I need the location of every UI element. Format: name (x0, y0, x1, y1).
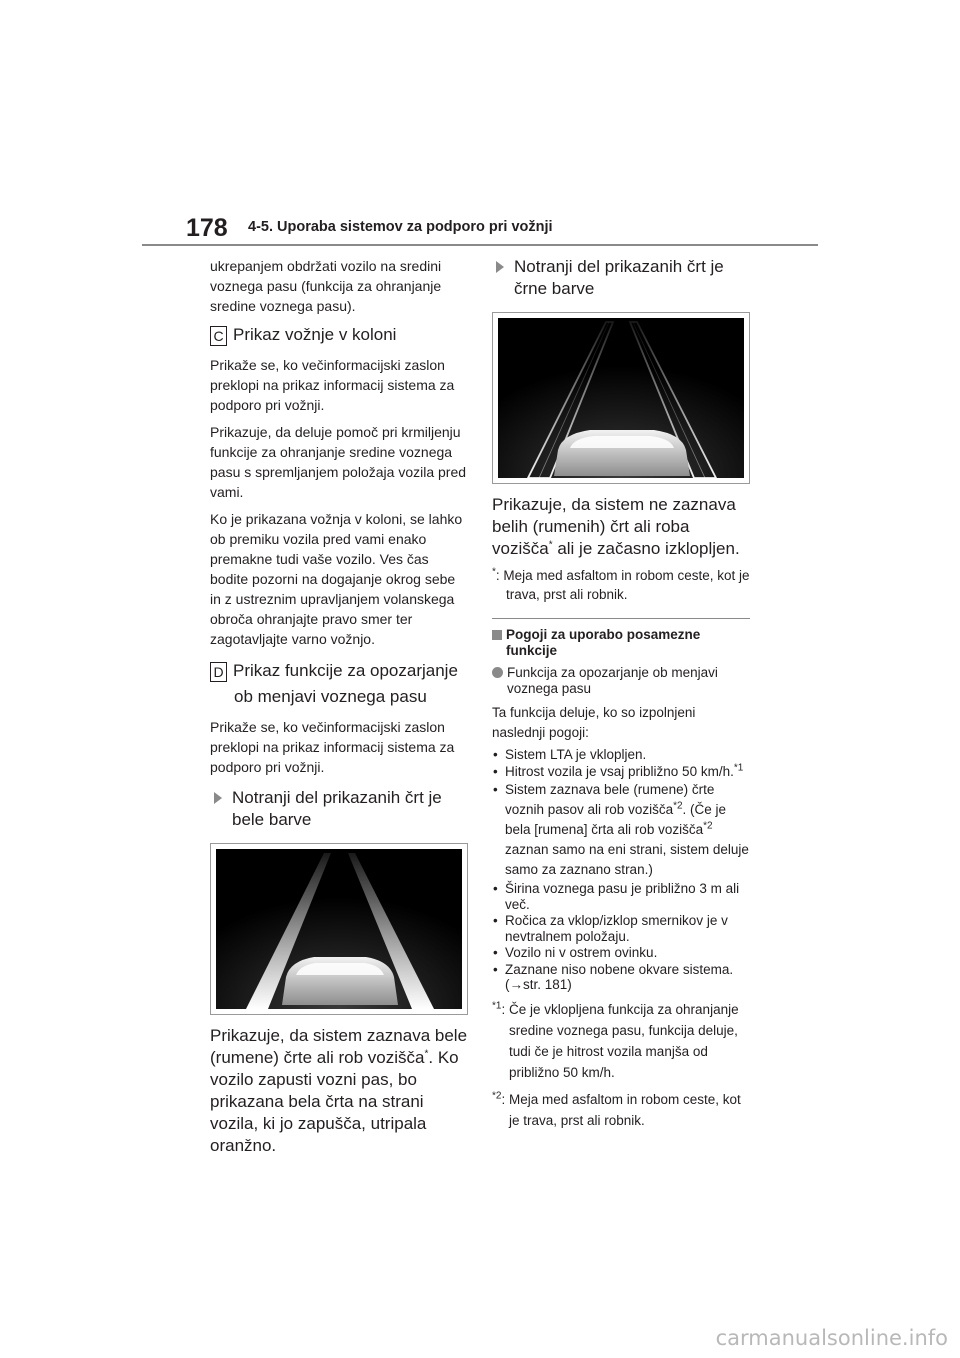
b3-text-a: Sistem zaznava bele (rumene) črte voznih pasov ali rob vozišča (505, 782, 715, 817)
heading-c-text: Prikaz vožnje v koloni (233, 325, 397, 344)
white-lines-figure (210, 843, 468, 1015)
header-rule (142, 244, 818, 246)
page-number: 178 (186, 214, 228, 242)
list-item: • Širina voznega pasu je približno 3 m ali več. (492, 881, 750, 912)
list-item: • Zaznane niso nobene okvare sistema. (→str. 181) (492, 962, 750, 993)
b3-text-c: zaznan samo na eni strani, sistem deluje samo za zaznano stran.) (505, 842, 749, 877)
watermark-link[interactable]: carmanualsonline.info (715, 1326, 948, 1350)
vehicle-icon (282, 957, 398, 1005)
letter-c-box: C (210, 326, 227, 346)
triangle-arrow-icon (214, 792, 222, 804)
footnote-2 (492, 1089, 750, 1131)
footnote-2-text: : Meja med asfaltom in robom ceste, kot je trava, prst ali robnik. (501, 1091, 741, 1128)
black-lines-caption (492, 494, 750, 560)
white-lines-illustration (216, 849, 462, 1009)
list-item: • Sistem LTA je vklopljen. (492, 747, 750, 763)
list-item (492, 780, 750, 880)
black-caption-b: ali je začasno izklopljen. (552, 539, 740, 558)
b3-sup-2: *2 (703, 820, 713, 832)
function-heading (492, 665, 750, 697)
letter-d-box: D (210, 662, 227, 682)
c-paragraph-3: Ko je prikazana vožnja v koloni, se lahko ob premiku vozila pred vami enako premakne tudi vaše vozilo. Ves čas bodite pozorni na dogajanje okrog sebe in z ustreznim upravljanjem volanskega obroča ohranjajte pravo smer ter zagotavljajte varno vožnjo. (210, 511, 463, 647)
circle-bullet-icon (492, 667, 503, 678)
footnote-1-text: : Če je vklopljena funkcija za ohranjanje sredine voznega pasu, funkcija deluje, tudi če je hitrost vozila manjša od približno 50 km/h. (501, 1001, 739, 1080)
intro-paragraph: ukrepanjem obdržati vozilo na sredini voznega pasu (funkcija za ohranjanje sredine voznega pasu). (210, 258, 442, 314)
b3-text-b: . (Če je bela [rumena] črta ali rob vozišča (505, 802, 727, 837)
list-item: • Vozilo ni v ostrem ovinku. (492, 945, 750, 961)
b2-text: Hitrost vozila je vsaj približno 50 km/h. (505, 763, 734, 779)
black-caption-a: Prikazuje, da sistem ne zaznava belih (rumenih) črt ali roba vozišča (492, 495, 736, 558)
black-caption-sup: * (548, 539, 553, 551)
white-lines-heading-text: Notranji del prikazanih črt je bele barve (232, 788, 442, 829)
black-lines-heading (494, 256, 750, 300)
function-heading-text: Funkcija za opozarjanje ob menjavi voznega pasu (507, 665, 718, 696)
section-divider (492, 618, 750, 619)
vehicle-icon (554, 430, 690, 476)
list-item: • Ročica za vklop/izklop smernikov je v nevtralnem položaju. (492, 913, 750, 944)
conditions-list (492, 747, 750, 993)
list-item (492, 764, 750, 780)
black-lines-figure (492, 312, 750, 484)
b3-sup-1: *2 (673, 800, 683, 812)
white-lines-heading (212, 787, 468, 831)
right-column (492, 256, 750, 1137)
white-caption-a: Prikazuje, da sistem zaznava bele (rumene) črte ali rob vozišča (210, 1026, 468, 1067)
footnote-2-mark: *2 (492, 1090, 502, 1101)
black-lines-illustration (498, 318, 744, 478)
conditions-heading-text: Pogoji za uporabo posamezne funkcije (506, 627, 701, 658)
conditions-heading (492, 627, 750, 659)
footnote-star (492, 566, 750, 604)
footnote-1-mark: *1 (492, 1000, 502, 1011)
heading-d-line2: ob menjavi voznega pasu (234, 687, 427, 706)
black-lines-heading-text: Notranji del prikazanih črt je črne barve (514, 257, 724, 298)
footnote-1 (492, 999, 750, 1083)
section-title: 4-5. Uporaba sistemov za podporo pri vožnji (248, 219, 553, 235)
heading-c (210, 323, 468, 347)
function-intro: Ta funkcija deluje, ko so izpolnjeni naslednji pogoji: (492, 705, 696, 740)
footnote-star-mark: * (492, 566, 496, 578)
heading-d (210, 659, 468, 683)
heading-d-line1: Prikaz funkcije za opozarjanje (233, 661, 458, 680)
footnote-star-text: : Meja med asfaltom in robom ceste, kot je trava, prst ali robnik. (495, 568, 750, 602)
white-caption-b: . Ko vozilo zapusti vozni pas, bo prikazana bela črta na strani vozila, ki jo zapušča, utripala oranžno. (210, 1048, 459, 1155)
square-bullet-icon (492, 630, 502, 640)
b2-sup: *1 (733, 762, 744, 773)
triangle-arrow-icon (496, 261, 504, 273)
white-lines-caption (210, 1025, 468, 1157)
white-caption-sup: * (424, 1048, 429, 1060)
c-paragraph-2: Prikazuje, da deluje pomoč pri krmiljenju funkcije za ohranjanje sredine voznega pasu s spremljanjem položaja vozila pred vami. (210, 424, 467, 500)
heading-d-text (233, 659, 458, 683)
c-paragraph-1: Prikaže se, ko večinformacijski zaslon preklopi na prikaz informacij sistema za podporo pri vožnji. (210, 357, 455, 413)
d-paragraph-1: Prikaže se, ko večinformacijski zaslon preklopi na prikaz informacij sistema za podporo pri vožnji. (210, 719, 455, 775)
left-column (210, 256, 468, 1163)
